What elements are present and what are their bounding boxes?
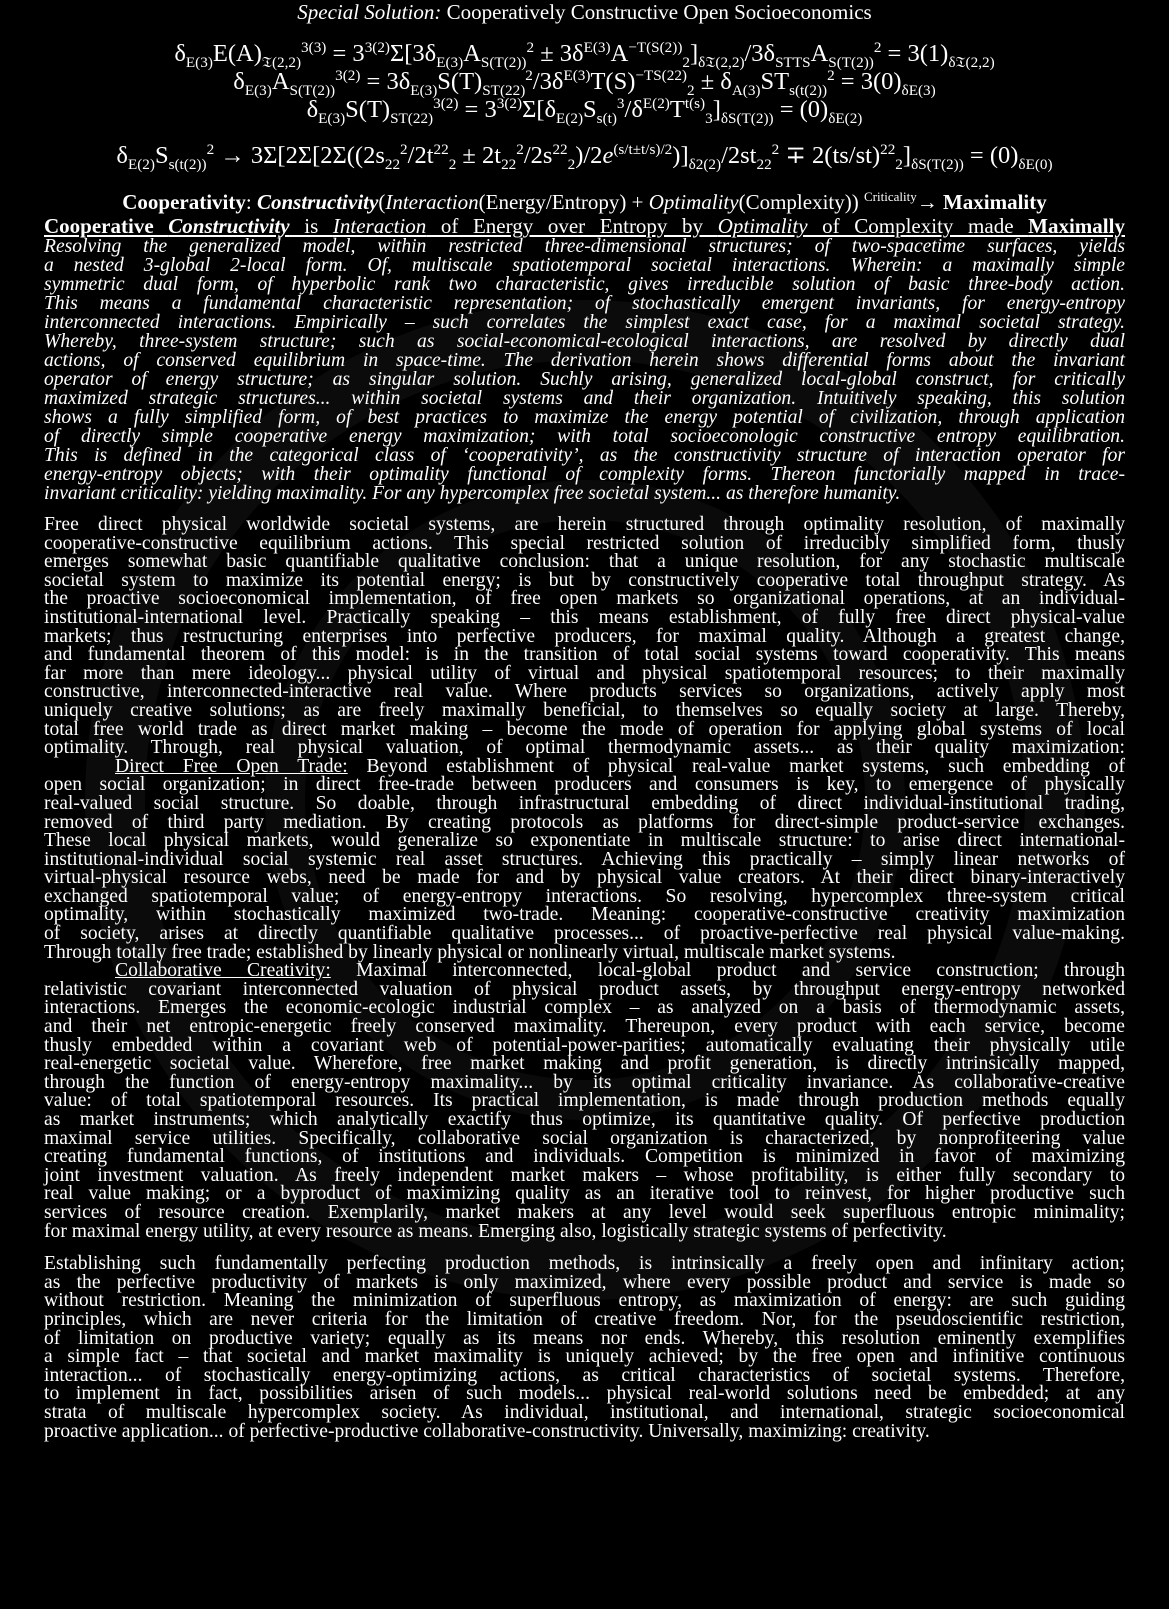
abstract-line: symmetric dual form, of hyperbolic rank two characteristic, gives irreducible solution of basic three-body action. (44, 274, 1125, 295)
body-line: removed of third party mediation. By creating protocols as platforms for direct-simple product-service exchanges. (44, 811, 1125, 833)
cs-t3: of Complexity made (807, 214, 1029, 238)
cooperativity-statement (44, 215, 1125, 237)
body-line: real-energetic societal value. Wherefore, free market making and profit generation, is directly intrinsically mapped, (44, 1053, 1125, 1075)
maximality-term: Maximality (942, 190, 1047, 214)
body-line: a simple fact – that societal and market maximality is uniquely achieved; by the free open and infinitive continuous (44, 1346, 1125, 1368)
body-line: and their net entropic-energetic freely conserved maximality. Thereupon, every product with each service, become (44, 1016, 1125, 1038)
body-line: principles, which are never criteria for the limitation of creative freedom. Nor, for the pseudoscientific restriction, (44, 1308, 1125, 1330)
body-line: of society, arises at directly quantifiable qualitative processes... of proactive-perfective real physical value-making. (44, 923, 1125, 945)
title-text: Cooperatively Constructive Open Socioeconomics (441, 0, 872, 24)
equation-1: $\delta_{E(3)}E(A)_{𝔗(2,2)}^{3(3)} = 3^{3(2)}\Sigma[3\delta_{E(3)}A_{S(T(2))}^2 \pm 3\delta^{E(3)}A^{-T(S(2))}_2]_{\delta 𝔗(2,2)}/3\delta_{STTS}A_{S(T(2))}^2 = 3(1)_{\delta 𝔗(2,2)}$ (174, 38, 995, 71)
abstract-line: a nested 3-global 2-local form. Of, multiscale spatiotemporal societal interactions. Wherein: a maximally simple (44, 255, 1125, 276)
body-line: emerges somewhat basic quantifiable qualitative conclusion: that a unique resolution, for any stochastic multiscale (44, 551, 1125, 573)
body-line: real-valued social structure. So doable, through infrastructural embedding of direct individual-institutional trading, (44, 792, 1125, 814)
body-line: value: of total spatiotemporal resources. Its practical implementation, is made through production methods equally (44, 1090, 1125, 1112)
body-line: institutional-international level. Practically speaking – this means establishment, of fully free direct physical-value (44, 606, 1125, 628)
cs-b2: Maximally (1028, 214, 1125, 238)
cs-t1: is (289, 214, 333, 238)
body-line: societal system to maximize its potential energy; is but by constructively cooperative total throughput strategy. As (44, 569, 1125, 591)
body-line: uniquely creative solutions; as are freely maximally beneficial, to themselves so equally society at large. Thereby, (44, 699, 1125, 721)
coop-text-4: (Complexity)) (738, 190, 864, 214)
abstract-line: energy-entropy objects; with their optimality functional of complexity forms. Thereon functorially mapped in trace- (44, 464, 1125, 485)
body-line: markets; thus restructuring enterprises into perfective producers, for maximal quality. Although a greatest change, (44, 625, 1125, 647)
body-line: far more than mere ideology... physical utility of virtual and physical spatiotemporal resources; to their maximally (44, 662, 1125, 684)
body-line: interactions. Emerges the economic-ecologic industrial complex – as analyzed on a basis of thermodynamic assets, (44, 997, 1125, 1019)
body-line: and fundamental theorem of this model: is in the transition of total social systems toward cooperativity. This means (44, 644, 1125, 666)
coop-text-2: ( (378, 190, 386, 214)
abstract-line: maximized strategic structures... within societal systems and their organization. Intuitively speaking, this solution (44, 388, 1125, 409)
abstract-line: This is defined in the categorical class of ‘cooperativity’, as the constructivity structure of interaction operator for (44, 445, 1125, 466)
abstract-line: of directly simple cooperative energy maximization; with total socioeconologic constructive entropy equilibration. (44, 426, 1125, 447)
body-line: institutional-individual social systemic real asset structures. Achieving this practically – simply linear networks of (44, 848, 1125, 870)
body-line: as market instruments; which analytically exactify thus optimize, its quantitative quality. Of perfective production (44, 1109, 1125, 1130)
cooperativity-formula (44, 190, 1125, 214)
body-line: optimality, within stochastically maximized two-trade. Meaning: cooperative-constructive creativity maximization (44, 904, 1125, 926)
body-line: optimality. Through, real physical valuation, of optimal thermodynamic assets... as their quality maximization: (44, 737, 1125, 759)
abstract-line: Whereby, three-system structure; such as social-economical-ecological interactions, are resolved by directly dual (44, 331, 1125, 352)
document-title (44, 0, 1125, 24)
body-line: through the function of energy-entropy maximality... by its optimal criticality invariance. As collaborative-creative (44, 1071, 1125, 1093)
equation-2: $\delta_{E(3)}A_{S(T(2))}^{3(2)} = 3\delta_{E(3)}S(T)_{ST(22)}^2/3\delta^{E(3)}T(S)^{-TS(22)}_2 \pm \delta_{A(3)}ST_{s(t(2))}^2 = 3(0)_{\delta E(3)}$ (233, 66, 936, 99)
abstract-line: operator of energy structure; as singular solution. Suchly arising, generalized local-global construct, for critically (44, 369, 1125, 390)
paragraph-1 (44, 516, 1125, 1241)
body-line: exchanged spatiotemporal value; of energy-entropy interactions. So resolving, hypercomplex three-system critical (44, 885, 1125, 907)
body-line: without restriction. Meaning the minimization of superfluous entropy, as maximization of energy: are such guiding (44, 1290, 1125, 1312)
body-line: Free direct physical worldwide societal systems, are herein structured through optimality resolution, of maximally (44, 514, 1125, 535)
body-line: relativistic covariant interconnected valuation of physical product assets, by throughput energy-entropy networked (44, 978, 1125, 1000)
body-line: proactive application... of perfective-productive collaborative-constructivity. Universally, maximizing: creativity. (44, 1420, 930, 1442)
body-line: services of resource creation. Exemplarily, market makers at any level would seek superfluous entropic minimality; (44, 1201, 1125, 1223)
dfot-heading: Direct Free Open Trade: (115, 755, 348, 777)
body-line: as the perfective productivity of markets is only maximized, where every possible product and service is made so (44, 1271, 1125, 1293)
body-line: constructive, interconnected-interactive real value. Where products services so organizations, actively apply most (44, 681, 1125, 703)
body-line: interaction... of stochastically energy-optimizing actions, as critical characteristics of societal systems. Therefore, (44, 1364, 1125, 1386)
equation-3: $\delta_{E(3)}S(T)_{ST(22)}^{3(2)} = 3^{3(2)}\Sigma[\delta_{E(2)}S_{s(t)}^3/\delta^{E(2)}T^{t(s)}_3]_{\delta S(T(2))} = (0)_{\delta E(2)}$ (306, 94, 863, 127)
coop-text-3: (Energy/Entropy) + (478, 190, 649, 214)
abstract-line: shows a fully simplified form, of best practices to maximize the energy potential of civilization, through application (44, 407, 1125, 428)
abstract-line: This means a fundamental characteristic representation; of stochastically emergent invariants, for energy-entropy (44, 293, 1125, 314)
abstract (44, 237, 1125, 503)
body-line: open social organization; in direct free-trade between producers and consumers is key, to emergence of physically (44, 774, 1125, 796)
cs-bi1: Constructivity (168, 214, 290, 238)
body-line: to implement in fact, possibilities arisen of such models... physical real-world solutions need be embedded; at any (44, 1383, 1125, 1405)
body-line: for maximal energy utility, at every resource as means. Emerging also, logistically strategic systems of perfectivity. (44, 1220, 947, 1242)
abstract-line: actions, of conserved equilibrium in space-time. The derivation herein shows differential forms about the invariant (44, 350, 1125, 371)
title-italic: Special Solution: (297, 0, 442, 24)
equation-block (44, 38, 1125, 127)
body-line: Establishing such fundamentally perfecting production methods, is intrinsically a freely open and infinitary action; (44, 1253, 1125, 1275)
abstract-line: invariant criticality: yielding maximality. For any hypercomplex free societal system... as therefore humanity. (44, 483, 901, 504)
body-line: virtual-physical resource webs, need be made for and by physical value creators. At their direct binary-interactively (44, 867, 1125, 889)
body-line: thusly embedded within a covariant web of potential-power-parities; automatically evaluating their physically utile (44, 1034, 1125, 1056)
body-line: These local physical markets, would generalize so exponentiate in multiscale structure: to arise direct international- (44, 830, 1125, 852)
coop-term: Cooperativity (122, 190, 246, 214)
dfot-first-text: Beyond establishment of physical real-value market systems, such embedding of (347, 755, 1125, 777)
criticality-sup: Criticality (863, 189, 917, 204)
body-line: strata of multiscale hypercomplex society. As individual, institutional, and international, strategic socioeconomical (44, 1401, 1125, 1423)
interaction-term: Interaction (385, 190, 479, 214)
coop-arrow: → (916, 190, 943, 214)
cc-heading: Collaborative Creativity: (115, 960, 331, 982)
cc-first-text: Maximal interconnected, local-global product and service construction; through (330, 960, 1125, 982)
constructivity-term: Constructivity (256, 190, 379, 214)
body-line: joint investment valuation. As freely independent market makers – whose profitability, is either fully secondary to (44, 1164, 1125, 1186)
optimality-term: Optimality (648, 190, 739, 214)
cs-t2: of Energy over Entropy by (426, 214, 718, 238)
body-line: real value making; or a byproduct of maximizing quality as an iterative tool to reinvest, for higher productive such (44, 1183, 1125, 1205)
abstract-line: interconnected interactions. Empirically – such correlates the simplest exact case, for a maximal societal strategy. (44, 312, 1125, 333)
cs-i2: Optimality (717, 214, 808, 238)
abstract-line: Resolving the generalized model, within restricted three-dimensional structures; of two-spacetime surfaces, yields (44, 236, 1125, 257)
body-line: Through totally free trade; established by linearly physical or nonlinearly virtual, multiscale market systems. (44, 941, 896, 963)
body-line: creating fundamental functions, of institutions and individuals. Competition is minimized in favor of maximizing (44, 1146, 1125, 1168)
body-line: maximal service utilities. Specifically, collaborative social organization is characterized, by nonprofiteering value (44, 1127, 1125, 1149)
cs-b1: Cooperative (44, 214, 169, 238)
paragraph-last (44, 1255, 1125, 1441)
cs-i1: Interaction (332, 214, 427, 238)
body-line: the proactive socioeconomical implementation, of free open markets so organizational operations, at an individual- (44, 588, 1125, 610)
body-line: total free world trade as direct market making – become the mode of operation for applying global systems of local (44, 718, 1125, 740)
body-line: cooperative-constructive equilibrium actions. This special restricted solution of irreducibly simplified form, thusly (44, 532, 1125, 554)
coop-text-1: : (245, 190, 257, 214)
body-line: of limitation on productive variety; equally as its means nor ends. Whereby, this resolution eminently exemplifies (44, 1327, 1125, 1349)
equation-4: $\delta_{E(2)}S_{s(t(2))}^2 \to 3\Sigma[2\Sigma[2\Sigma((2s_{22}^2/2t^{22}_2 \pm 2t_{22}^2/2s^{22}_2)/2e^{(s/t\pm t/s)/2})]_{\delta 2(2)}/2st_{22}^2 \mp 2(ts/st)^{22}_2]_{\delta S(T(2))} = (0)_{\delta E(0)}$ (116, 140, 1053, 173)
